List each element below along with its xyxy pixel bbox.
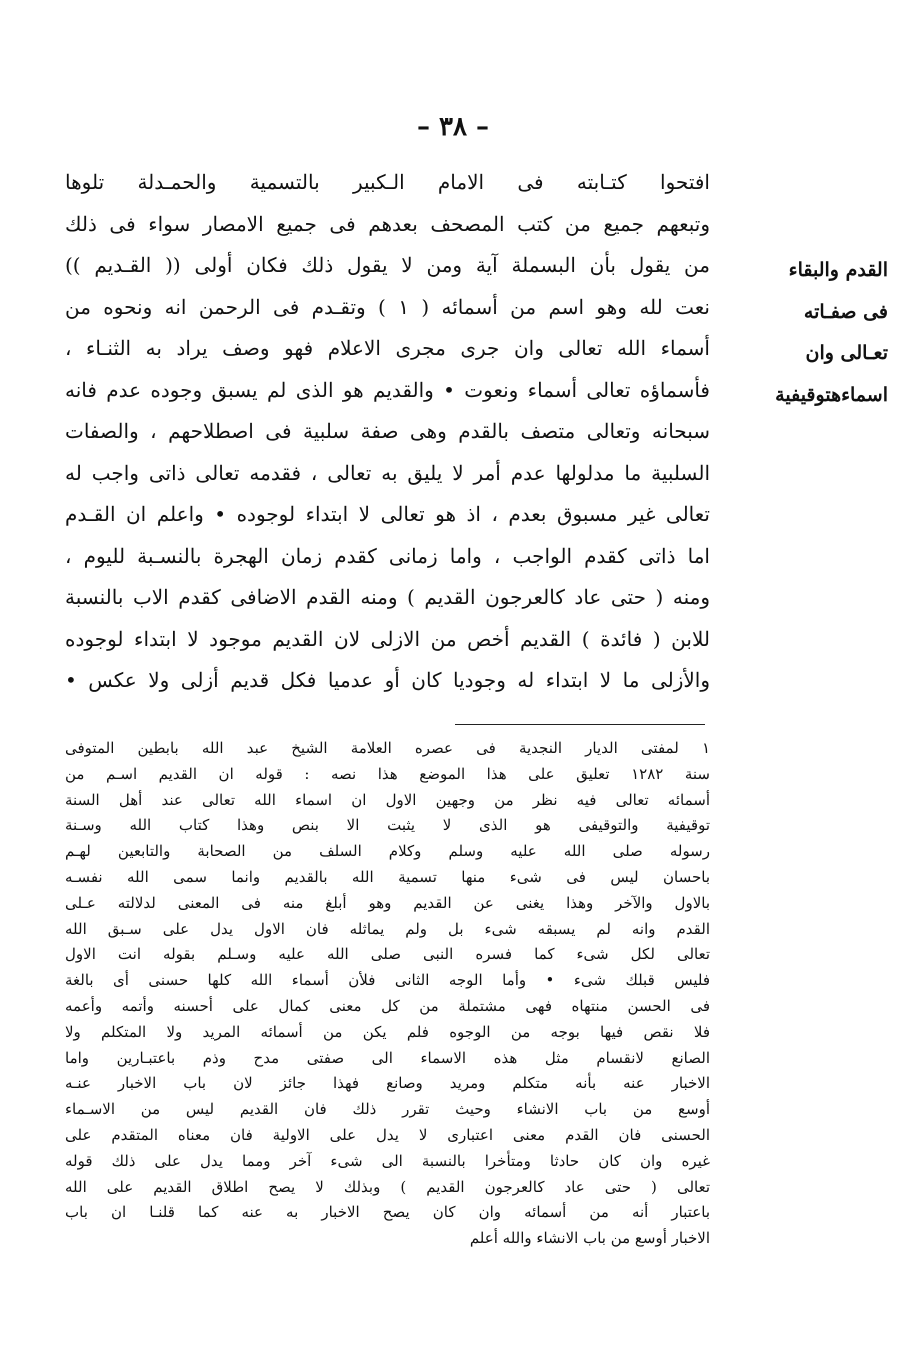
footnote-line: غيره وان كان حادثا ومتأخرا بالنسبة الى شىء آخر ومما يدل على ذلك قوله xyxy=(65,1151,710,1170)
footnote-line: الاخبار أوسع من باب الانشاء والله أعلم xyxy=(469,1229,710,1248)
footnote-line: الاخبار عنه بأنه متكلم ومريد وصانع فهذا جائز لان باب الاخبار عنـه xyxy=(65,1074,710,1093)
footnote-line: رسوله صلى الله عليه وسلم وكلام السلف من الصحابة والتابعين لهـم xyxy=(65,842,710,861)
footnote-line: الحسنى فان القدم معنى اعتبارى لا يدل على الاولية فان معناه المتقدم على xyxy=(65,1125,710,1144)
footnotes xyxy=(65,736,710,1252)
main-text xyxy=(65,162,710,702)
margin-note-line: القدم والبقاء xyxy=(788,259,888,281)
footnote-line: تعالى لكل شىء كما فسره النبى صلى الله عليه وسـلم بقوله انت الاول xyxy=(65,945,710,964)
footnote-line: فليس قبلك شىء • وأما الوجه الثانى فلأن أسماء الله كلها حسنى أى بالغة xyxy=(65,971,710,990)
main-text-line: أسماء الله تعالى وان جرى مجرى الاعلام فهو وصف يراد به الثنـاء ، xyxy=(65,336,710,360)
main-text-line: ومنه ( حتى عاد كالعرجون القديم ) ومنه القدم الاضافى كقدم الاب بالنسبة xyxy=(65,585,710,609)
footnote-line: فى الحسن منتهاه فهى مشتملة من كل معنى كمال على أحسنه وأتمه وأعمه xyxy=(65,996,710,1015)
footnote-line: القدم وانه لم يسبقه شىء بل ولم يماثله فان الاول يدل على سـبق الله xyxy=(65,919,710,938)
main-text-line: تعالى غير مسبوق بعدم ، اذ هو تعالى لا ابتداء لوجوده • واعلم ان القـدم xyxy=(65,502,710,526)
main-text-line: سبحانه وتعالى متصف بالقدم وهى صفة سلبية فى اصطلاحهم ، والصفات xyxy=(65,419,710,443)
footnote-line: سنة ١٢٨٢ تعليق على هذا الموضع هذا نصه : قوله ان القديم اسـم من xyxy=(65,764,710,783)
footnote-line: باعتبار أنه من أسمائه وان كان يصح الاخبار به عنه كما قلنـا ان باب xyxy=(65,1203,710,1222)
main-text-line: نعت لله وهو اسم من أسمائه ( ١ ) وتقـدم فى الرحمن انه ونحوه من xyxy=(65,294,710,319)
footnote-line: الصانع لانقسام مثل هذه الاسماء الى صفتى مدح وذم باعتبـارين واما xyxy=(65,1048,710,1067)
main-text-line: والأزلى ما لا ابتداء له وجوديا كان أو عدميا فكل قديم أزلى ولا عكس • xyxy=(65,668,710,692)
page-number: – ٣٨ – xyxy=(416,112,490,142)
margin-note-line: اسماءهتوقيفية xyxy=(775,383,888,406)
footnote-line: فلا نقص فيها بوجه من الوجوه فلم يكن من أسمائه المريد ولا المتكلم ولا xyxy=(65,1022,710,1041)
footnote-line: ١ لمفتى الديار النجدية فى عصره العلامة الشيخ عبد الله بابطين المتوفى xyxy=(65,739,710,757)
margin-note-line: فى صفـاته xyxy=(803,300,888,323)
footnote-line: بالاول والآخر وهذا يغنى عن القديم وهو أبلغ منه فى المعنى لدلالته عـلى xyxy=(65,893,710,912)
footnote-divider xyxy=(455,724,705,725)
main-text-line: فأسماؤه تعالى أسماء ونعوت • والقديم هو الذى لم يسبق وجوده عدم فانه xyxy=(65,377,710,402)
footnote-line: تعالى ( حتى عاد كالعرجون القديم ) وبذلك لا يصح اطلاق القديم على الله xyxy=(65,1177,710,1196)
main-text-line: للابن ( فائدة ) القديم أخص من الازلى لان القديم موجود لا ابتداء لوجوده xyxy=(65,626,710,651)
footnote-line: باحسان ليس فى شىء منها تسمية الله بالقديم وانما سمى الله نفسـه xyxy=(65,867,710,886)
footnote-line: أسمائه تعالى فيه نظر من وجهين الاول ان اسماء الله تعالى عند أهل السنة xyxy=(65,790,710,809)
footnote-line: أوسع من باب الانشاء وحيث تقرر ذلك فان القديم ليس من الاسـماء xyxy=(65,1100,710,1119)
main-text-line: افتحوا كتـابته فى الامام الـكبير بالتسمية والحمـدلة تلوها xyxy=(65,170,710,194)
main-text-line: وتبعهم جميع من كتب المصحف بعدهم فى جميع الامصار سواء فى ذلك xyxy=(65,211,710,236)
main-text-line: اما ذاتى كقدم الواجب ، واما زمانى كقدم زمان الهجرة بالنسـبة لليوم ، xyxy=(65,543,710,568)
main-text-line: من يقول بأن البسملة آية ومن لا يقول ذلك فكان أولى (( القـديم )) xyxy=(65,253,710,277)
main-text-line: السلبية ما مدلولها عدم أمر لا يليق به تعالى ، فقدمه تعالى ذاتى واجب له xyxy=(65,460,710,485)
margin-note-line: تعـالى وان xyxy=(805,342,888,364)
footnote-line: توقيفية والتوقيفى هو الذى لا يثبت الا بنص وهذا كتاب الله وسـنة xyxy=(65,816,710,835)
margin-note xyxy=(718,250,888,416)
